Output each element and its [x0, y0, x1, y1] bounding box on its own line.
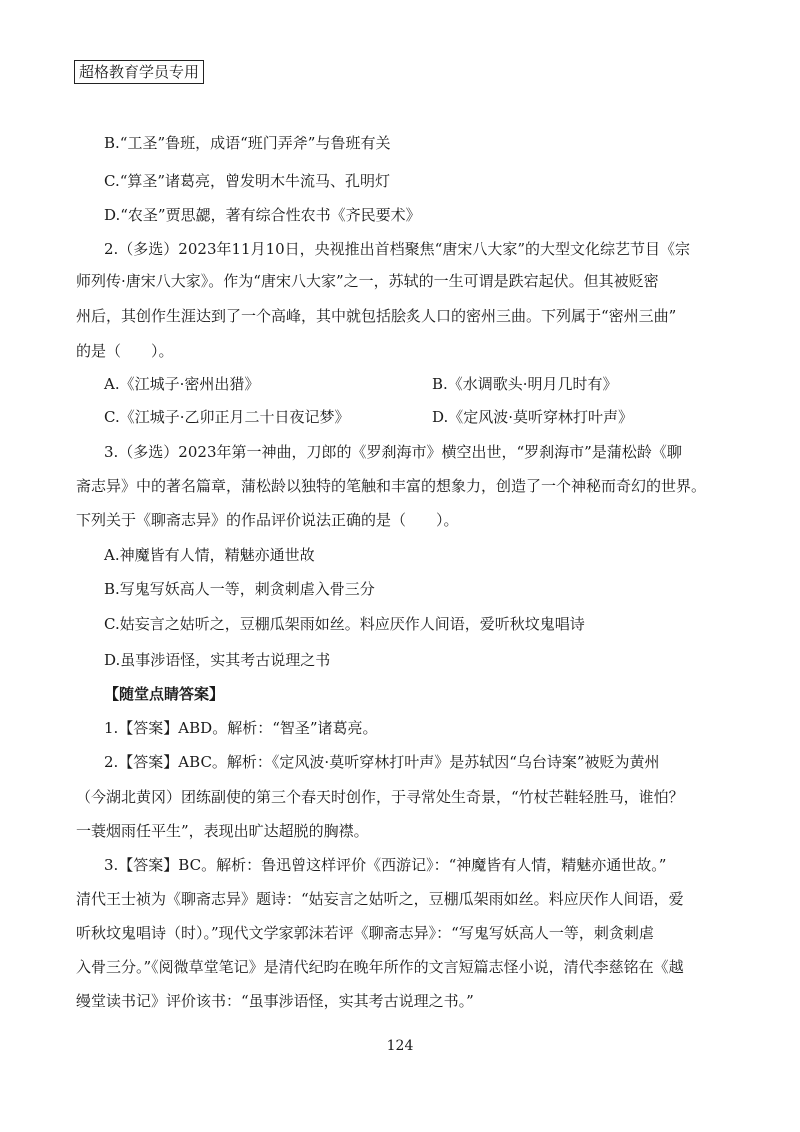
- answer-1: 1.【答案】ABD。解析：“智圣”诸葛亮。: [104, 719, 378, 737]
- answer-2-line-1: 2.【答案】ABC。解析：《定风波·莫听穿林打叶声》是苏轼因“乌台诗案”被贬为黄州: [104, 753, 660, 771]
- q2-stem-line-2: 师列传·唐宋八大家》。作为“唐宋八大家”之一，苏轼的一生可谓是跌宕起伏。但其被贬密: [76, 272, 659, 290]
- q3-option-b: B.写鬼写妖高人一等，刺贪刺虐入骨三分: [104, 580, 375, 598]
- answer-2-line-2: （今湖北黄冈）团练副使的第三个春天时创作，于寻常处生奇景，“竹杖芒鞋轻胜马，谁怕？: [76, 788, 684, 806]
- q3-option-c: C.姑妄言之姑听之，豆棚瓜架雨如丝。料应厌作人间语，爱听秋坟鬼唱诗: [104, 615, 585, 633]
- q1-option-c: C.“算圣”诸葛亮，曾发明木牛流马、孔明灯: [104, 172, 391, 190]
- q3-stem-line-2: 斋志异》中的著名篇章，蒲松龄以独特的笔触和丰富的想象力，创造了一个神秘而奇幻的世界。: [76, 477, 707, 495]
- answers-heading: 【随堂点睛答案】: [104, 685, 225, 703]
- q2-option-a: A.《江城子·密州出猎》: [104, 375, 260, 393]
- q3-option-a: A.神魔皆有人情，精魅亦通世故: [104, 546, 315, 564]
- q3-stem-line-1: 3.（多选）2023年第一神曲，刀郎的《罗刹海市》横空出世，“罗刹海市”是蒲松龄《聊: [104, 443, 682, 461]
- q1-option-b: B.“工圣”鲁班，成语“班门弄斧”与鲁班有关: [104, 134, 391, 152]
- q2-stem-line-1: 2.（多选）2023年11月10日，央视推出首档聚焦“唐宋八大家”的大型文化综艺节目《宗: [104, 240, 690, 258]
- answer-2-line-3: 一蓑烟雨任平生”，表现出旷达超脱的胸襟。: [76, 822, 369, 840]
- answer-3-line-1: 3.【答案】BC。解析：鲁迅曾这样评价《西游记》：“神魔皆有人情，精魅亦通世故。”: [104, 856, 667, 874]
- q2-stem-line-3: 州后，其创作生涯达到了一个高峰，其中就包括脍炙人口的密州三曲。下列属于“密州三曲”: [76, 307, 677, 325]
- q3-stem-line-3: 下列关于《聊斋志异》的作品评价说法正确的是（ ）。: [76, 511, 459, 529]
- answer-3-line-4: 入骨三分。”《阅微草堂笔记》是清代纪昀在晚年所作的文言短篇志怪小说，清代李慈铭在《越: [76, 958, 684, 976]
- q2-option-c: C.《江城子·乙卯正月二十日夜记梦》: [104, 408, 350, 426]
- page-number: 124: [386, 1038, 414, 1054]
- answer-3-line-5: 缦堂读书记》评价该书：“虽事涉语怪，实其考古说理之书。”: [76, 992, 474, 1010]
- answer-3-line-3: 听秋坟鬼唱诗（时）。”现代文学家郭沫若评《聊斋志异》：“写鬼写妖高人一等，刺贪刺虐: [76, 924, 654, 942]
- answer-3-line-2: 清代王士祯为《聊斋志异》题诗：“姑妄言之姑听之，豆棚瓜架雨如丝。料应厌作人间语，爱: [76, 890, 684, 908]
- q2-stem-line-4: 的是（ ）。: [76, 342, 174, 360]
- q3-option-d: D.虽事涉语怪，实其考古说理之书: [104, 651, 331, 669]
- student-only-label: 超格教育学员专用: [74, 60, 204, 84]
- q2-option-b: B.《水调歌头·明月几时有》: [432, 375, 618, 393]
- q2-option-d: D.《定风波·莫听穿林打叶声》: [432, 408, 634, 426]
- q1-option-d: D.“农圣”贾思勰，著有综合性农书《齐民要术》: [104, 206, 421, 224]
